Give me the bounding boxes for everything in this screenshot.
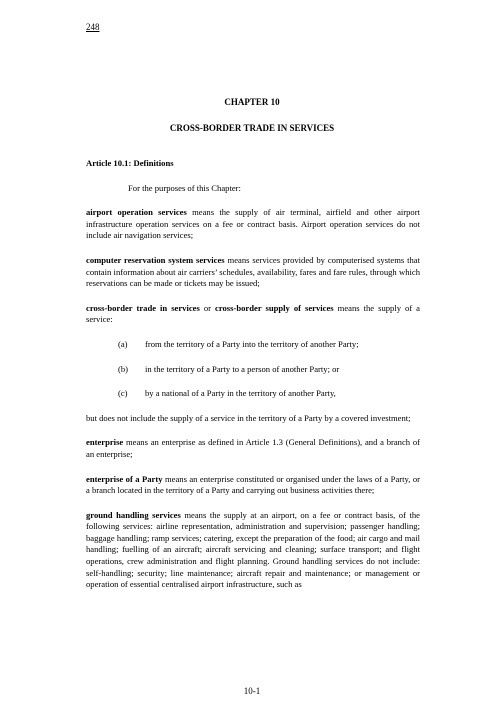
definition-computer-reservation-system-services — [86, 255, 420, 290]
list-item-text: from the territory of a Party into the territory of another Party; — [145, 338, 359, 349]
list-item-text: in the territory of a Party to a person of another Party; or — [145, 363, 340, 374]
definition-text: means the supply at an airport, on a fee or contract basis, of the following services: airline representation, administration and supervision; passenger handling; baggage handling; ramp services; catering, except the preparation of the food; air cargo and mail handling; fuelling of an aircraft; aircraft servicing and cleaning; surface transport; and flight operations, crew administration and flight planning. Ground handling services do not include: self-handling; security; line maintenance; aircraft repair and maintenance; or management or operation of essential centralised airport infrastructure, such as — [86, 509, 420, 590]
page-number-top: 248 — [86, 22, 100, 32]
list-item — [118, 388, 420, 400]
list-item — [118, 339, 420, 351]
definition-text: means an enterprise constituted or organised under the laws of a Party, or a branch located in the territory of a Party and carrying out business activities there; — [86, 473, 420, 496]
defined-term: airport operation services — [86, 207, 187, 218]
definition-text: means services provided by computerised systems that contain information about air carriers’ schedules, availability, fares and fare rules, through which reservations can be made or tickets may be issued; — [86, 254, 420, 289]
chapter-subtitle: CROSS-BORDER TRADE IN SERVICES — [169, 123, 335, 133]
definition-enterprise — [86, 437, 420, 460]
definition-cross-border-trade-in-services — [86, 303, 420, 326]
list-marker: (a) — [118, 338, 128, 349]
definition-text: means an enterprise as defined in Article 1.3 (General Definitions), and a branch of an enterprise; — [86, 437, 420, 459]
definition-text: means the supply of a service: — [86, 302, 420, 325]
list-marker: (c) — [118, 388, 128, 399]
article-heading: Article 10.1: Definitions — [86, 158, 174, 168]
defined-term: ground handling services — [86, 509, 181, 520]
defined-term: cross-border trade in services — [86, 302, 200, 313]
defined-term: computer reservation system services — [86, 254, 225, 265]
definition-continuation: but does not include the supply of a service in the territory of a Party by a covered investment; — [86, 412, 411, 423]
list-item — [118, 364, 420, 376]
document-body — [86, 158, 420, 604]
defined-term: enterprise of a Party — [86, 473, 163, 484]
defined-term-alternate: cross-border supply of services — [215, 302, 334, 313]
definition-ground-handling-services — [86, 510, 420, 591]
intro-paragraph: For the purposes of this Chapter: — [128, 182, 241, 193]
definition-text: means the supply of air terminal, airfield and other airport infrastructure operation services on a fee or contract basis. Airport operation services do not include air navigation services; — [86, 207, 420, 241]
defined-term: enterprise — [86, 437, 124, 448]
chapter-title: CHAPTER 10 — [224, 97, 280, 107]
connector-text: or — [199, 302, 216, 313]
definition-enterprise-of-a-party — [86, 474, 420, 497]
list-marker: (b) — [118, 363, 129, 374]
list-item-text: by a national of a Party in the territory of another Party, — [145, 388, 336, 399]
definition-airport-operation-services — [86, 207, 420, 242]
page-number-bottom: 10-1 — [243, 686, 261, 696]
